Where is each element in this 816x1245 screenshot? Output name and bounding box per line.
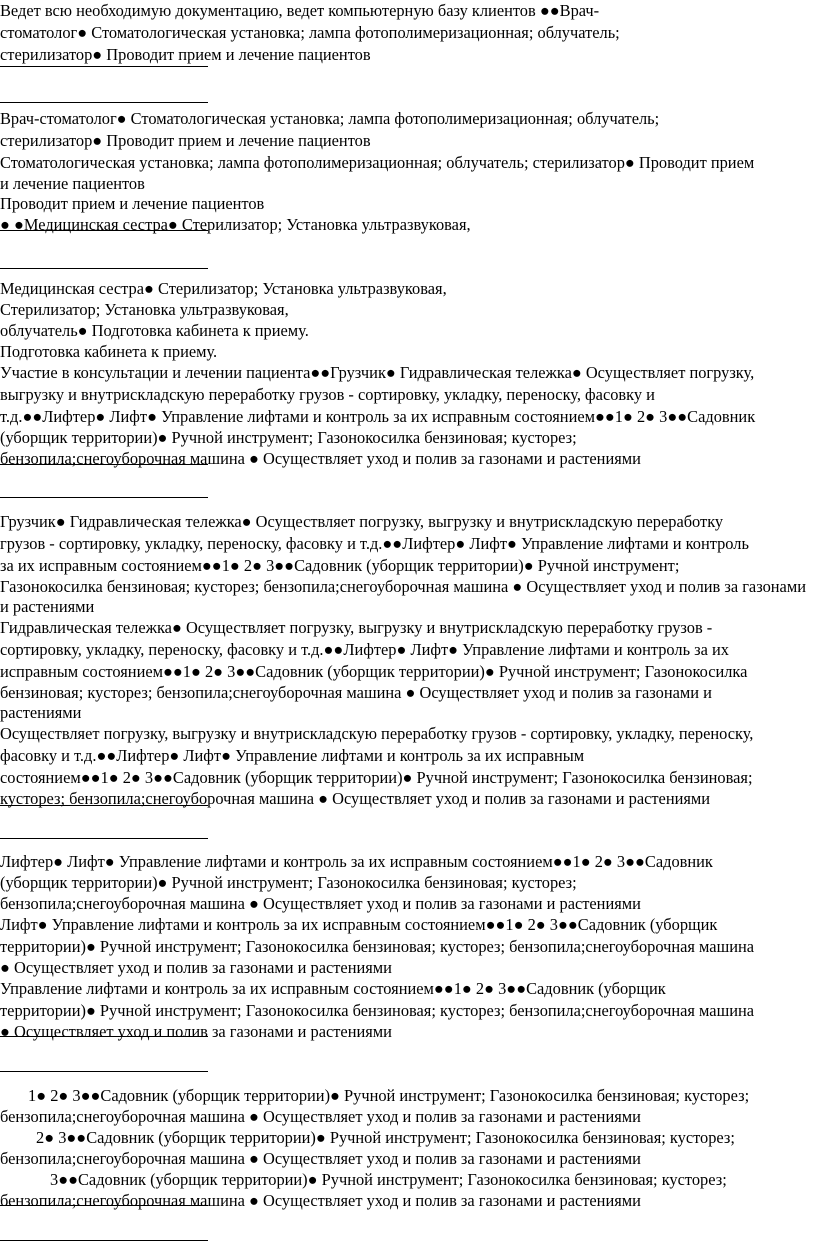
text-line: облучатель● Подготовка кабинета к приему.	[0, 321, 309, 340]
footnote-separator	[0, 268, 208, 269]
text-line: и лечение пациентов	[0, 174, 145, 193]
text-line: т.д.●●Лифтер● Лифт● Управление лифтами и контроль за их исправным состоянием●●1● 2● 3●●Садовник	[0, 407, 756, 426]
text-line: ● Осуществляет уход и полив за газонами и растениями	[0, 958, 392, 977]
text-line: ● ●Медицинская сестра● Стерилизатор; Установка ультразвуковая,	[0, 215, 471, 234]
footnote-separator	[0, 838, 208, 839]
text-line: Гидравлическая тележка● Осуществляет погрузку, выгрузку и внутрискладскую переработку грузов -	[0, 618, 713, 637]
text-line: стерилизатор● Проводит прием и лечение пациентов	[0, 45, 371, 64]
text-line: Стоматологическая установка; лампа фотополимеризационная; облучатель; стерилизатор● Проводит прием	[0, 153, 755, 172]
text-line: бензопила;снегоуборочная машина ● Осуществляет уход и полив за газонами и растениями	[0, 1149, 641, 1168]
text-line: сортировку, укладку, переноску, фасовку и т.д.●●Лифтер● Лифт● Управление лифтами и контроль за их	[0, 640, 729, 659]
text-line: Осуществляет погрузку, выгрузку и внутрискладскую переработку грузов - сортировку, укладку, переноску,	[0, 724, 754, 743]
text-line: исправным состоянием●●1● 2● 3●●Садовник (уборщик территории)● Ручной инструмент; Газонокосилка	[0, 662, 748, 681]
text-line: выгрузку и внутрискладскую переработку грузов - сортировку, укладку, переноску, фасовку и	[0, 385, 655, 404]
text-line: ● Осуществляет уход и полив за газонами и растениями	[0, 1022, 392, 1041]
text-line: Стерилизатор; Установка ультразвуковая,	[0, 300, 289, 319]
text-line: Участие в консультации и лечении пациента●●Грузчик● Гидравлическая тележка● Осуществляет погрузку,	[0, 363, 755, 382]
text-line: Грузчик● Гидравлическая тележка● Осуществляет погрузку, выгрузку и внутрискладскую переработку	[0, 512, 724, 531]
text-line: Врач-стоматолог● Стоматологическая установка; лампа фотополимеризационная; облучатель;	[0, 109, 660, 128]
text-line: грузов - сортировку, укладку, переноску, фасовку и т.д.●●Лифтер● Лифт● Управление лифтами и контроль	[0, 534, 749, 553]
text-line: 2● 3●●Садовник (уборщик территории)● Ручной инструмент; Газонокосилка бензиновая; кусторез;	[36, 1128, 735, 1147]
text-line: 1● 2● 3●●Садовник (уборщик территории)● Ручной инструмент; Газонокосилка бензиновая; кусторез;	[28, 1086, 750, 1105]
text-line: Ведет всю необходимую документацию, ведет компьютерную базу клиентов ●●Врач-	[0, 1, 600, 20]
footnote-separator	[0, 66, 208, 67]
text-line: (уборщик территории)● Ручной инструмент; Газонокосилка бензиновая; кусторез;	[0, 428, 577, 447]
text-line: территории)● Ручной инструмент; Газонокосилка бензиновая; кусторез; бензопила;снегоуборочная машина	[0, 1001, 755, 1020]
footnote-separator	[0, 230, 208, 231]
text-line: бензопила;снегоуборочная машина ● Осуществляет уход и полив за газонами и растениями	[0, 449, 641, 468]
text-line: бензопила;снегоуборочная машина ● Осуществляет уход и полив за газонами и растениями	[0, 894, 641, 913]
text-line: территории)● Ручной инструмент; Газонокосилка бензиновая; кусторез; бензопила;снегоуборочная машина	[0, 937, 755, 956]
text-line: Лифт● Управление лифтами и контроль за их исправным состоянием●●1● 2● 3●●Садовник (уборщик	[0, 915, 718, 934]
footnote-separator	[0, 1205, 208, 1206]
text-line: Газонокосилка бензиновая; кусторез; бензопила;снегоуборочная машина ● Осуществляет уход и полив за газонами	[0, 577, 806, 596]
text-line: Проводит прием и лечение пациентов	[0, 194, 265, 213]
text-line: 3●●Садовник (уборщик территории)● Ручной инструмент; Газонокосилка бензиновая; кусторез;	[50, 1170, 727, 1189]
footnote-separator	[0, 102, 208, 103]
text-line: бензиновая; кусторез; бензопила;снегоуборочная машина ● Осуществляет уход и полив за газонами и	[0, 683, 712, 702]
footnote-separator	[0, 805, 208, 806]
text-line: состоянием●●1● 2● 3●●Садовник (уборщик территории)● Ручной инструмент; Газонокосилка бензиновая;	[0, 768, 753, 787]
text-line: (уборщик территории)● Ручной инструмент; Газонокосилка бензиновая; кусторез;	[0, 873, 577, 892]
text-line: Лифтер● Лифт● Управление лифтами и контроль за их исправным состоянием●●1● 2● 3●●Садовник	[0, 852, 713, 871]
text-line: стоматолог● Стоматологическая установка; лампа фотополимеризационная; облучатель;	[0, 23, 620, 42]
text-line: бензопила;снегоуборочная машина ● Осуществляет уход и полив за газонами и растениями	[0, 1107, 641, 1126]
footnote-separator	[0, 464, 208, 465]
text-line: Подготовка кабинета к приему.	[0, 342, 218, 361]
text-line: растениями	[0, 703, 82, 722]
text-line: кусторез; бензопила;снегоуборочная машина ● Осуществляет уход и полив за газонами и растениями	[0, 789, 711, 808]
text-line: за их исправным состоянием●●1● 2● 3●●Садовник (уборщик территории)● Ручной инструмент;	[0, 556, 680, 575]
text-line: стерилизатор● Проводит прием и лечение пациентов	[0, 131, 371, 150]
text-line: Управление лифтами и контроль за их исправным состоянием●●1● 2● 3●●Садовник (уборщик	[0, 979, 666, 998]
footnote-separator	[0, 1036, 208, 1037]
footnote-separator	[0, 1071, 208, 1072]
text-line: и растениями	[0, 597, 95, 616]
text-line: бензопила;снегоуборочная машина ● Осуществляет уход и полив за газонами и растениями	[0, 1191, 641, 1210]
text-line: Медицинская сестра● Стерилизатор; Установка ультразвуковая,	[0, 279, 447, 298]
footnote-separator	[0, 1240, 208, 1241]
footnote-separator	[0, 497, 208, 498]
text-line: фасовку и т.д.●●Лифтер● Лифт● Управление лифтами и контроль за их исправным	[0, 746, 585, 765]
